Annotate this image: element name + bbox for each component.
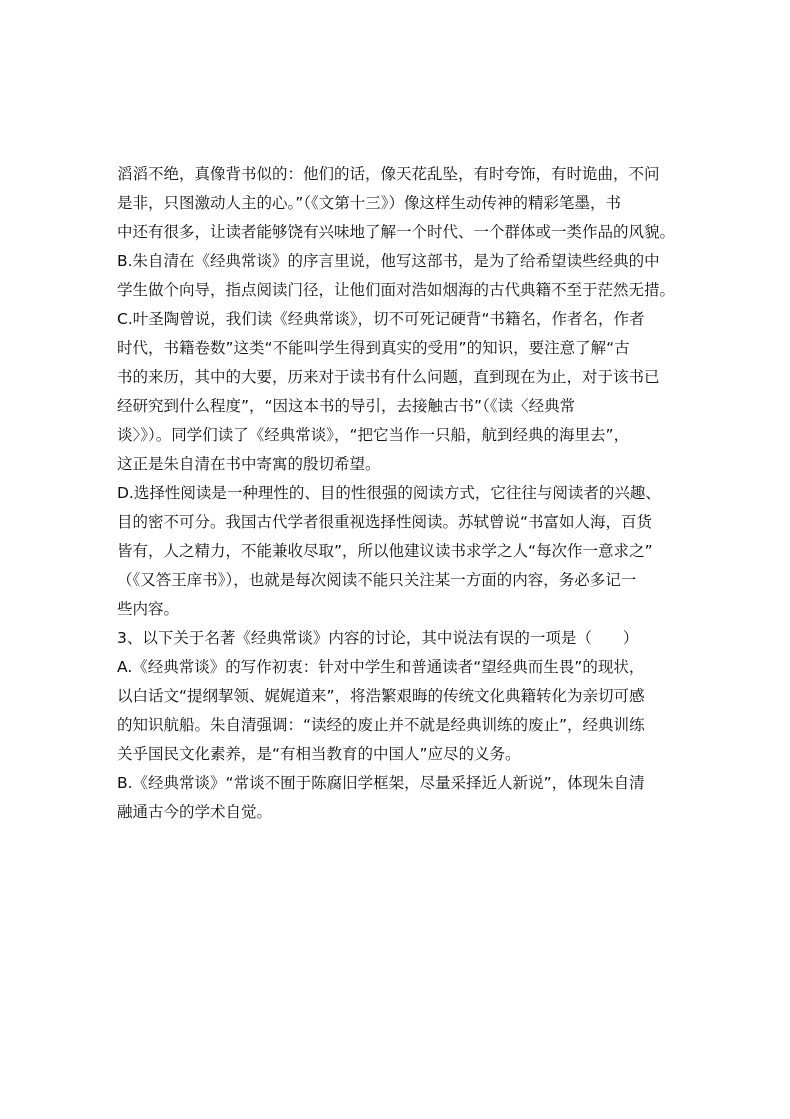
option-a-line: A.《经典常谈》的写作初衷：针对中学生和普通读者“望经典而生畏”的现状， bbox=[117, 658, 645, 676]
text-line: 关乎国民文化素养，是“有相当教育的中国人”应尽的义务。 bbox=[117, 745, 521, 763]
text-line: 些内容。 bbox=[117, 600, 180, 618]
question-3-stem: 3、以下关于名著《经典常谈》内容的讨论，其中说法有误的一项是（ ） bbox=[117, 629, 639, 647]
text-line: 时代，书籍卷数”这类“不能叫学生得到真实的受用”的知识，要注意了解“古 bbox=[117, 339, 630, 357]
document-body bbox=[117, 160, 677, 827]
option-d-line: D.选择性阅读是一种理性的、目的性很强的阅读方式，它往往与阅读者的兴趣、 bbox=[117, 484, 661, 502]
text-line: 以白话文“提纲挈领、娓娓道来”，将浩繁艰晦的传统文化典籍转化为亲切可感 bbox=[117, 687, 645, 705]
text-line: 学生做个向导，指点阅读门径，让他们面对浩如烟海的古代典籍不至于茫然无措。 bbox=[117, 281, 676, 299]
option-b-line: B.朱自清在《经典常谈》的序言里说，他写这部书，是为了给希望读些经典的中 bbox=[117, 252, 660, 270]
text-line: 滔滔不绝，真像背书似的：他们的话，像天花乱坠，有时夸饰，有时诡曲，不问 bbox=[117, 165, 660, 183]
option-b-line: B.《经典常谈》“常谈不囿于陈腐旧学框架，尽量采择近人新说”，体现朱自清 bbox=[117, 774, 645, 792]
text-line: 融通古今的学术自觉。 bbox=[117, 803, 273, 821]
text-line: （《又答王庠书》），也就是每次阅读不能只关注某一方面的内容，务必多记一 bbox=[117, 571, 637, 589]
text-line: 谈〉》）。同学们读了《经典常谈》，“把它当作一只船，航到经典的海里去”， bbox=[117, 426, 630, 444]
text-line: 经研究到什么程度”，“因这本书的导引，去接触古书”（《读〈经典常 bbox=[117, 397, 576, 415]
text-line: 是非，只图激动人主的心。”（《文第十三》）像这样生动传神的精彩笔墨，书 bbox=[117, 194, 622, 212]
text-line: 皆有，人之精力，不能兼收尽取”，所以他建议读书求学之人“每次作一意求之” bbox=[117, 542, 653, 560]
text-line: 目的密不可分。我国古代学者很重视选择性阅读。苏轼曾说“书富如人海，百货 bbox=[117, 513, 653, 531]
option-c-line: C.叶圣陶曾说，我们读《经典常谈》，切不可死记硬背“书籍名，作者名，作者 bbox=[117, 310, 645, 328]
text-line: 书的来历，其中的大要，历来对于读书有什么问题，直到现在为止，对于该书已 bbox=[117, 368, 660, 386]
text-line: 这正是朱自清在书中寄寓的殷切希望。 bbox=[117, 455, 381, 473]
text-line: 中还有很多，让读者能够饶有兴味地了解一个时代、一个群体或一类作品的风貌。 bbox=[117, 223, 676, 241]
text-line: 的知识航船。朱自清强调：“读经的废止并不就是经典训练的废止”，经典训练 bbox=[117, 716, 645, 734]
